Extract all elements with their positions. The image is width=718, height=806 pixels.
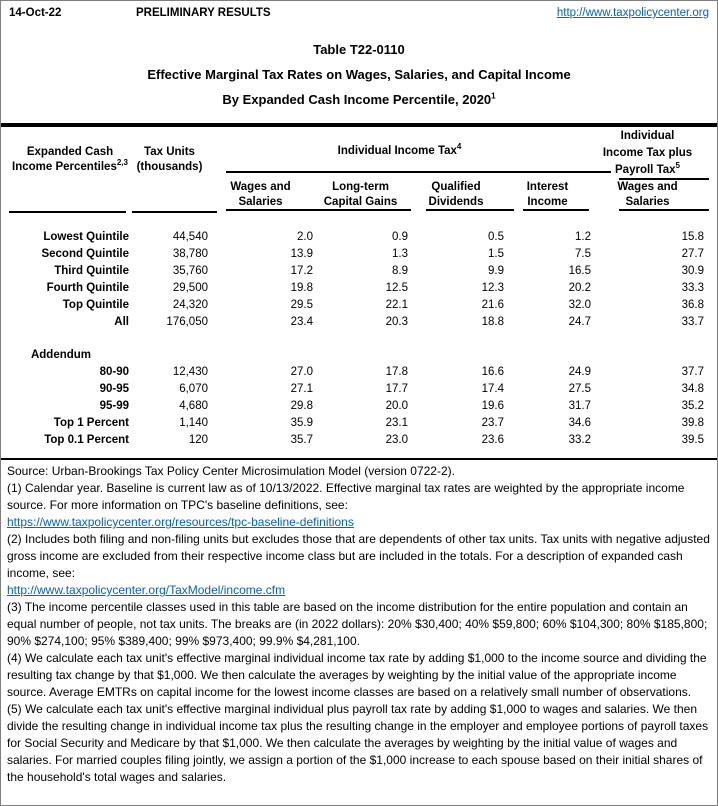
interest-rate: 20.2 (568, 281, 591, 294)
wages-rate: 17.2 (290, 264, 313, 277)
footnote-ref-1: 1 (491, 91, 496, 101)
tax-units-value: 12,430 (172, 365, 208, 378)
column-header-payroll-wages-salaries: Wages and Salaries (617, 181, 678, 208)
dividends-rate: 23.6 (481, 433, 504, 446)
ltcg-rate: 12.5 (385, 281, 408, 294)
payroll-rate: 36.8 (681, 298, 704, 311)
table-body (9, 228, 717, 458)
table-row (9, 397, 717, 414)
wages-rate: 27.0 (290, 365, 313, 378)
table-number: Table T22-0110 (313, 42, 405, 57)
tax-units-value: 29,500 (172, 281, 208, 294)
interest-rate: 7.5 (575, 247, 591, 260)
payroll-rate: 30.9 (681, 264, 704, 277)
wages-rate: 19.8 (290, 281, 313, 294)
interest-rate: 24.9 (568, 365, 591, 378)
row-label: Third Quintile (54, 264, 129, 277)
subheader-row (208, 180, 704, 210)
taxpolicycenter-link[interactable]: http://www.taxpolicycenter.org (556, 7, 709, 19)
wages-rate: 2.0 (297, 230, 313, 243)
title-block (1, 37, 717, 112)
top-bar (1, 1, 717, 23)
payroll-rate: 34.8 (681, 382, 704, 395)
row-label: Lowest Quintile (43, 230, 129, 243)
column-header-tax-units: Tax Units (thousands) (136, 146, 203, 173)
tax-units-value: 6,070 (179, 382, 208, 395)
interest-rate: 1.2 (575, 230, 591, 243)
table-subtitle: By Expanded Cash Income Percentile, 2020$^1$ (222, 91, 496, 107)
row-label: Fourth Quintile (46, 281, 129, 294)
column-header-wages-salaries: Wages and Salaries (230, 181, 291, 208)
dividends-rate: 9.9 (488, 264, 504, 277)
ltcg-rate: 20.0 (385, 399, 408, 412)
addendum-label: Addendum (30, 348, 92, 361)
payroll-wages-underline (619, 209, 709, 211)
footnote-ref-5: 5 (675, 161, 680, 171)
table-row (9, 363, 717, 380)
tax-units-underline (132, 211, 217, 213)
table-row (9, 262, 717, 279)
baseline-definitions-link[interactable]: https://www.taxpolicycenter.org/resources/tpc-baseline-definitions (7, 515, 354, 529)
interest-rate: 31.7 (568, 399, 591, 412)
percentiles-underline (9, 211, 126, 213)
interest-rate: 24.7 (568, 315, 591, 328)
tax-units-value: 24,320 (172, 298, 208, 311)
interest-rate: 16.5 (568, 264, 591, 277)
column-header-interest-income: Interest Income (526, 181, 569, 208)
row-label: Top Quintile (62, 298, 129, 311)
interest-rate: 34.6 (568, 416, 591, 429)
tax-units-value: 120 (188, 433, 208, 446)
table-row (9, 245, 717, 262)
footnotes (1, 460, 717, 786)
row-label: 95-99 (99, 399, 129, 412)
ltcg-rate: 8.9 (392, 264, 408, 277)
footnote-ref-2-3: 2,3 (116, 158, 128, 168)
footnote-2: (2) Includes both filing and non-filing units but excludes those that are dependents of other tax units. Tax units with negative adjusted gross income are excluded from their respective income class but are included in the totals. For a description of expanded cash income, see: (7, 532, 710, 580)
tax-units-value: 35,760 (172, 264, 208, 277)
payroll-rate: 15.8 (681, 230, 704, 243)
payroll-rate: 35.2 (681, 399, 704, 412)
tax-units-value: 44,540 (172, 230, 208, 243)
table-row (9, 228, 717, 245)
row-label: Second Quintile (41, 247, 129, 260)
row-label: Top 1 Percent (53, 416, 129, 429)
dividends-rate: 17.4 (481, 382, 504, 395)
table-bottom-gap (9, 448, 717, 458)
table-row (9, 279, 717, 296)
payroll-rate: 37.7 (681, 365, 704, 378)
row-label: Top 0.1 Percent (44, 433, 129, 446)
interest-income-underline (523, 209, 589, 211)
income-definition-link[interactable]: http://www.taxpolicycenter.org/TaxModel/income.cfm (7, 583, 286, 597)
preliminary-results-label: PRELIMINARY RESULTS (136, 7, 271, 19)
qualified-dividends-underline (426, 209, 514, 211)
tax-units-value: 4,680 (179, 399, 208, 412)
row-label: All (114, 315, 129, 328)
wages-rate: 13.9 (290, 247, 313, 260)
column-header-capital-gains: Long-term Capital Gains (323, 181, 398, 208)
interest-rate: 27.5 (568, 382, 591, 395)
table-title: Effective Marginal Tax Rates on Wages, Salaries, and Capital Income (147, 67, 571, 82)
column-header-percentiles: Expanded Cash Income Percentiles$^{2,3}$ (12, 146, 128, 173)
tax-units-value: 38,780 (172, 247, 208, 260)
footnote-4: (4) We calculate each tax unit's effective marginal individual income tax rate by adding $1,000 to the income source and dividing the resulting tax change by that $1,000. We then calculate the averages by weighting by the initial value of the appropriate income source. Average EMTRs on capital income for the lowest income classes are based on a relatively small number of observations. (7, 651, 707, 699)
tax-units-value: 1,140 (179, 416, 208, 429)
footnote-3: (3) The income percentile classes used in this table are based on the income distribution for the entire population and contain an equal number of people, not tax units. The breaks are (in 2022 dollars): 20% $30,400; 40% $59,800; 60% $104,300; 80% $185,800; 90% $274,100; 95% $389,400; 99% $973,400; 99.9% $4,281,100. (7, 600, 708, 648)
payroll-rate: 39.8 (681, 416, 704, 429)
dividends-rate: 18.8 (481, 315, 504, 328)
tax-units-value: 176,050 (166, 315, 208, 328)
dividends-rate: 19.6 (481, 399, 504, 412)
capital-gains-underline (319, 209, 411, 211)
addendum-header-row (9, 346, 717, 363)
dividends-rate: 12.3 (481, 281, 504, 294)
wages-rate: 27.1 (290, 382, 313, 395)
interest-rate: 33.2 (568, 433, 591, 446)
payroll-rate: 39.5 (681, 433, 704, 446)
ltcg-rate: 17.7 (385, 382, 408, 395)
wages-rate: 29.5 (290, 298, 313, 311)
source-note: Source: Urban-Brookings Tax Policy Center Microsimulation Model (version 0722-2). (7, 464, 455, 478)
table-row (9, 380, 717, 397)
payroll-rate: 33.7 (681, 315, 704, 328)
group-header-income-plus-payroll-tax: Individual Income Tax plus Payroll Tax$^5$ (602, 130, 693, 176)
table-row (9, 414, 717, 431)
wages-rate: 29.8 (290, 399, 313, 412)
ltcg-rate: 0.9 (392, 230, 408, 243)
row-label: 80-90 (99, 365, 129, 378)
ltcg-rate: 22.1 (385, 298, 408, 311)
ltcg-rate: 20.3 (385, 315, 408, 328)
wages-rate: 23.4 (290, 315, 313, 328)
dividends-rate: 1.5 (488, 247, 504, 260)
table-header (1, 127, 717, 213)
table-row (9, 431, 717, 448)
ltcg-rate: 17.8 (385, 365, 408, 378)
footnote-ref-4: 4 (456, 142, 462, 152)
table-row-all (9, 313, 717, 330)
wages-rate: 35.9 (290, 416, 313, 429)
group-header-individual-income-tax: Individual Income Tax$^4$ (337, 142, 462, 157)
dividends-rate: 0.5 (488, 230, 504, 243)
dividends-rate: 16.6 (481, 365, 504, 378)
footnote-5: (5) We calculate each tax unit's effective marginal individual plus payroll tax rate by adding $1,000 to wages and salaries. We then divide the resulting change in individual income tax plus the resulting change in the employer and employee portions of payroll taxes for Social Security and Medicare by that $1,000. We then calculate the averages by weighting by the initial value of wages and salaries. For married couples filing jointly, we assign a portion of the $1,000 increase to each spouse based on their initial shares of the household's total wages and salaries. (7, 702, 709, 784)
row-label: 90-95 (99, 382, 129, 395)
table-row (9, 296, 717, 313)
footnote-1: (1) Calendar year. Baseline is current law as of 10/13/2022. Effective marginal tax rates are weighted by the appropriate income source. For more information on TPC's baseline definitions, see: (7, 481, 685, 512)
ltcg-rate: 23.0 (385, 433, 408, 446)
dividends-rate: 21.6 (481, 298, 504, 311)
dividends-rate: 23.7 (481, 416, 504, 429)
ltcg-rate: 1.3 (392, 247, 408, 260)
blank-row (9, 330, 717, 346)
wages-rate: 35.7 (290, 433, 313, 446)
payroll-rate: 27.7 (681, 247, 704, 260)
interest-rate: 32.0 (568, 298, 591, 311)
ltcg-rate: 23.1 (385, 416, 408, 429)
payroll-rate: 33.3 (681, 281, 704, 294)
report-date: 14-Oct-22 (9, 7, 62, 19)
column-header-qualified-dividends: Qualified Dividends (428, 181, 484, 208)
individual-income-tax-underline (226, 171, 611, 173)
